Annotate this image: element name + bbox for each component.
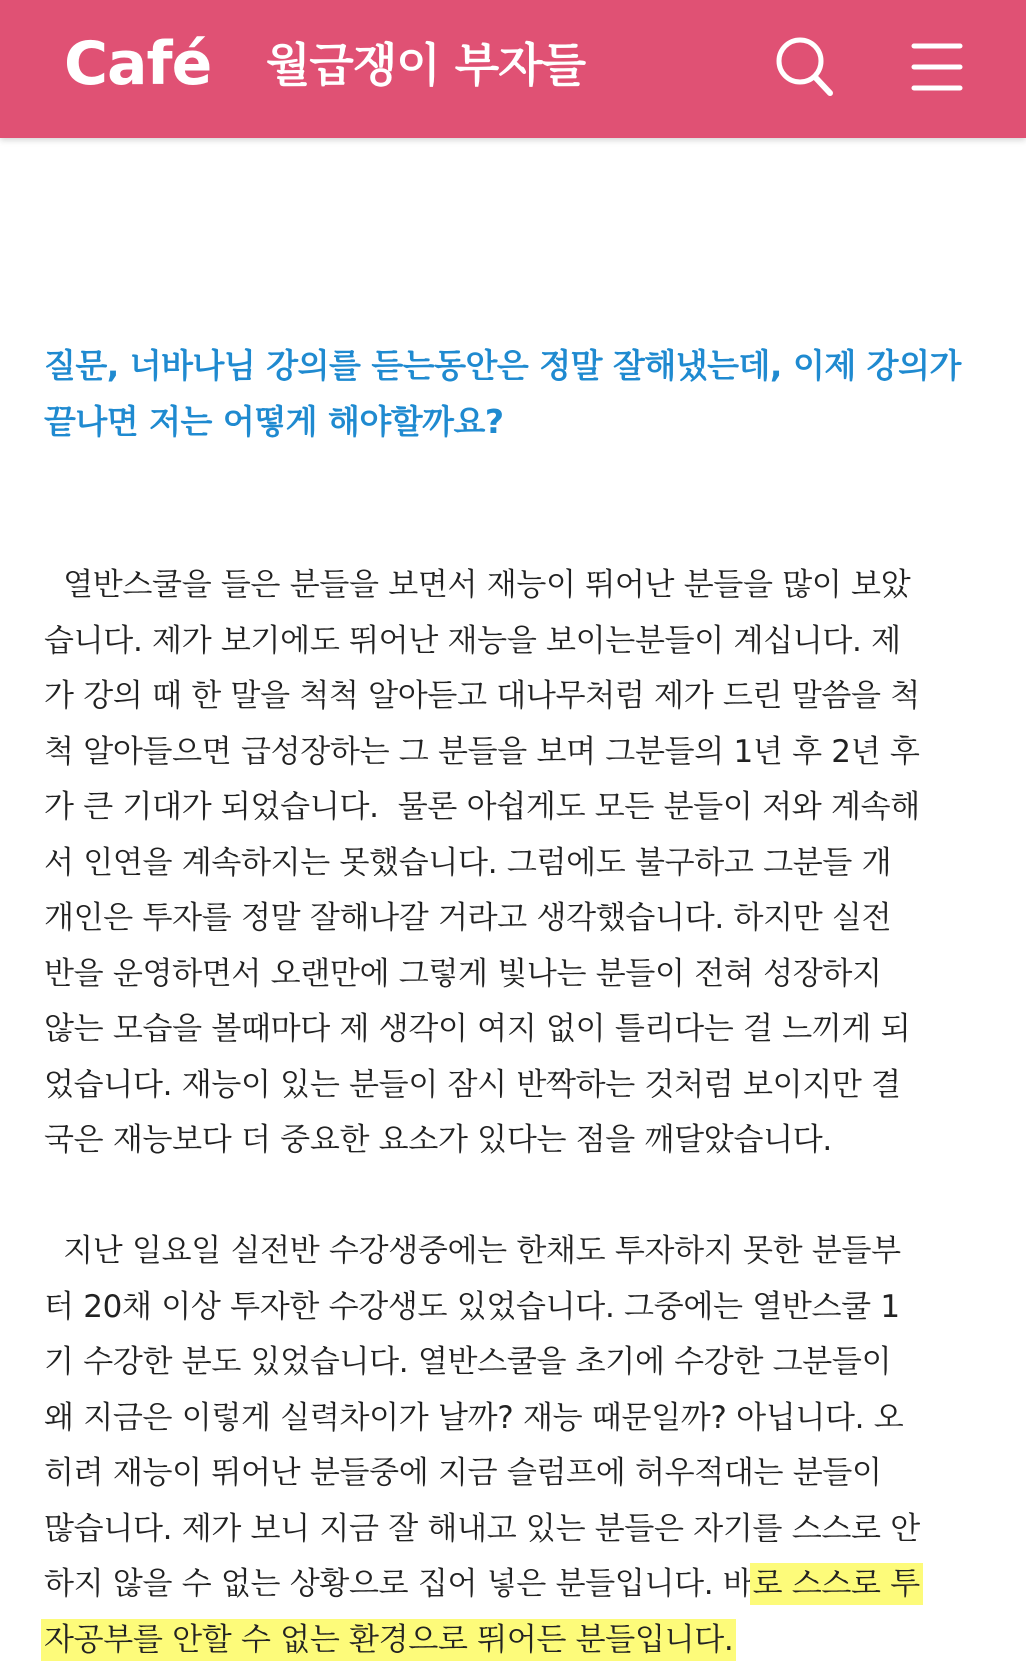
paragraph-line: 기 수강한 분도 있었습니다. 열반스쿨을 초기에 수강한 그분들이 <box>44 1344 892 1380</box>
paragraph-line: 척 알아들으면 급성장하는 그 분들을 보며 그분들의 1년 후 2년 후 <box>44 733 920 770</box>
search-button[interactable] <box>770 32 840 102</box>
highlighted-text: 로 스스로 투 <box>752 1566 920 1602</box>
question-heading <box>44 338 984 450</box>
question-line: 질문, 너바나님 강의를 듣는동안은 정말 잘해냈는데, 이제 강의가 <box>44 346 961 385</box>
highlighted-text: 자공부를 안할 수 없는 환경으로 뛰어든 분들입니다. <box>44 1621 734 1658</box>
paragraph-line: 습니다. 제가 보기에도 뛰어난 재능을 보이는분들이 계십니다. 제 <box>44 622 901 659</box>
article-paragraph <box>44 1224 994 1668</box>
paragraph-line: 반을 운영하면서 오랜만에 그렇게 빛나는 분들이 전혀 성장하지 <box>44 955 882 992</box>
cafe-name[interactable]: 월급쟁이 부자들 <box>266 38 586 92</box>
paragraph-line: 국은 재능보다 더 중요한 요소가 있다는 점을 깨달았습니다. <box>44 1122 832 1158</box>
paragraph-line: 었습니다. 재능이 있는 분들이 잠시 반짝하는 것처럼 보이지만 결 <box>44 1066 901 1103</box>
question-line: 끝나면 저는 어떻게 해야할까요? <box>44 402 504 441</box>
paragraph-line: 가 큰 기대가 되었습니다. 물론 아쉽게도 모든 분들이 저와 계속해 <box>44 789 920 825</box>
paragraph-line: 터 20채 이상 투자한 수강생도 있었습니다. 그중에는 열반스쿨 1 <box>44 1288 900 1325</box>
paragraph-line: 히려 재능이 뛰어난 분들중에 지금 슬럼프에 허우적대는 분들이 <box>44 1455 882 1491</box>
paragraph-line <box>44 1613 994 1669</box>
paragraph-line: 열반스쿨을 들은 분들을 보면서 재능이 뛰어난 분들을 많이 보았 <box>44 567 911 603</box>
paragraph-line: 지난 일요일 실전반 수강생중에는 한채도 투자하지 못한 분들부 <box>44 1233 901 1269</box>
menu-icon <box>900 32 970 102</box>
paragraph-line: 서 인연을 계속하지는 못했습니다. 그럼에도 불구하고 그분들 개 <box>44 844 892 881</box>
search-icon <box>770 32 840 102</box>
article-paragraph <box>44 558 994 1169</box>
paragraph-line: 개인은 투자를 정말 잘해나갈 거라고 생각했습니다. 하지만 실전 <box>44 900 892 936</box>
menu-button[interactable] <box>900 32 970 102</box>
paragraph-line <box>44 1557 994 1613</box>
paragraph-line: 왜 지금은 이렇게 실력차이가 날까? 재능 때문일까? 아닙니다. 오 <box>44 1399 904 1436</box>
paragraph-line: 가 강의 때 한 말을 척척 알아듣고 대나무처럼 제가 드린 말씀을 척 <box>44 678 920 714</box>
top-header <box>0 0 1026 138</box>
paragraph-line: 많습니다. 제가 보니 지금 잘 해내고 있는 분들은 자기를 스스로 안 <box>44 1510 920 1547</box>
cafe-logo[interactable]: Café <box>64 29 212 99</box>
paragraph-text: 하지 않을 수 없는 상황으로 집어 넣은 분들입니다. 바 <box>44 1566 753 1602</box>
paragraph-line: 않는 모습을 볼때마다 제 생각이 여지 없이 틀리다는 걸 느끼게 되 <box>44 1011 911 1047</box>
